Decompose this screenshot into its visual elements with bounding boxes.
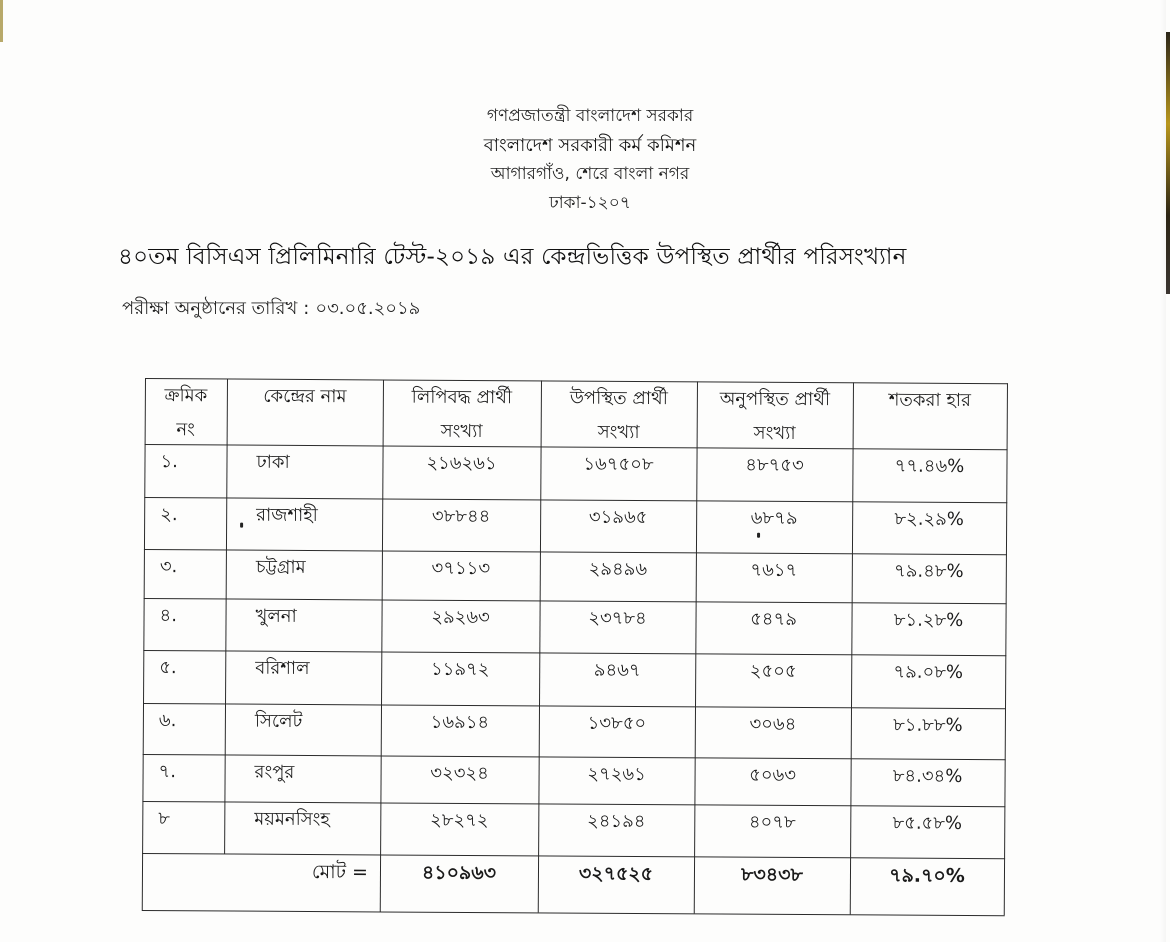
- center-name-cell: রাজশাহী: [256, 504, 318, 527]
- column-header: [541, 380, 697, 447]
- column-header: [383, 379, 541, 446]
- registered-count-cell: ১১৯৭২: [430, 658, 490, 681]
- table-header-row: [145, 378, 1015, 444]
- column-header: [145, 378, 227, 444]
- stray-ink-mark: [240, 523, 243, 528]
- serial-cell: ৮: [158, 808, 171, 830]
- column-header-line2: সংখ্যা: [597, 421, 640, 444]
- center-name-cell: খুলনা: [255, 605, 297, 627]
- column-header-line1: কেন্দ্রের নাম: [263, 385, 347, 408]
- serial-cell: ৫.: [159, 657, 177, 679]
- total-percentage-cell: ৭৯.৭০%: [889, 864, 965, 888]
- percentage-cell: ৮৫.৫৮%: [892, 812, 963, 834]
- serial-cell: ৪.: [159, 605, 178, 627]
- total-present-cell: ৩২৭৫২৫: [578, 862, 654, 886]
- absent-count-cell: ২৫০৫: [749, 660, 797, 682]
- serial-cell: ৬.: [158, 710, 177, 732]
- column-header-line1: লিপিবদ্ধ প্রার্থী: [411, 386, 513, 409]
- registered-count-cell: ৩৭১১৩: [431, 557, 491, 580]
- center-name-cell: ঢাকা: [256, 451, 290, 473]
- serial-cell: ১.: [160, 451, 178, 473]
- present-count-cell: ২৪১৯৪: [587, 810, 646, 833]
- present-count-cell: ২৩৭৮৪: [588, 607, 647, 630]
- present-count-cell: ৩১৯৬৫: [588, 506, 648, 529]
- present-count-cell: ১৬৭৫০৮: [583, 453, 654, 476]
- total-registered-cell: ৪১০৯৬৩: [421, 861, 497, 885]
- letterhead-address: আগারগাঁও, শেরে বাংলা নগর: [490, 164, 690, 184]
- column-header: [697, 381, 853, 448]
- exam-date-separator: :: [303, 298, 310, 319]
- percentage-cell: ৭৯.০৮%: [893, 661, 964, 684]
- center-name-cell: ময়মনসিংহ: [254, 808, 330, 831]
- column-header-line1: শতকরা হার: [888, 389, 972, 412]
- registered-count-cell: ২১৬২৬১: [426, 452, 497, 475]
- exam-date: [122, 294, 420, 325]
- registered-count-cell: ৩৮৮৪৪: [431, 505, 491, 528]
- column-header-text: [411, 381, 512, 450]
- percentage-cell: ৮১.৮৮%: [893, 714, 963, 737]
- absent-count-cell: ৪৮৭৫৩: [745, 454, 804, 477]
- serial-cell: ২.: [160, 504, 178, 526]
- letterhead-government: গণপ্রজাতন্ত্রী বাংলাদেশ সরকার: [486, 106, 694, 126]
- absent-count-cell: ৫০৬৩: [749, 764, 797, 786]
- paper-edge-right: [1166, 32, 1170, 294]
- absent-count-cell: ৪০৭৮: [748, 811, 796, 833]
- total-label: মোট =: [311, 861, 369, 884]
- present-count-cell: ২৭২৬১: [587, 763, 646, 786]
- center-name-cell: চট্টগ্রাম: [255, 556, 306, 578]
- column-header-line2: সংখ্যা: [440, 420, 483, 443]
- center-name-cell: রংপুর: [254, 761, 295, 783]
- column-header-line1: অনুপস্থিত প্রার্থী: [719, 388, 831, 411]
- registered-count-cell: ৩২৩২৪: [430, 762, 489, 785]
- percentage-cell: ৮৪.৩৪%: [892, 765, 963, 788]
- serial-cell: ৩.: [159, 556, 178, 578]
- registered-count-cell: ২৯২৬৩: [431, 606, 490, 629]
- total-absent-cell: ৮৩৪৩৮: [741, 863, 803, 887]
- absent-count-cell: ৩০৬৪: [749, 713, 797, 735]
- column-header: [853, 382, 1007, 449]
- column-header-line2: সংখ্যা: [753, 422, 796, 444]
- percentage-cell: ৮১.২৮%: [893, 609, 964, 632]
- serial-cell: ৭.: [158, 761, 177, 783]
- percentage-cell: ৭৯.৪৮%: [893, 560, 964, 583]
- document-title: ৪০তম বিসিএস প্রিলিমিনারি টেস্ট-২০১৯ এর কেন্দ্রভিত্তিক উপস্থিত প্রার্থীর পরিসংখ্যান: [118, 244, 907, 270]
- exam-date-label: পরীক্ষা অনুষ্ঠানের তারিখ: [122, 298, 298, 319]
- column-header-text: [889, 384, 971, 419]
- column-header-text: [570, 382, 668, 451]
- center-name-cell: সিলেট: [254, 710, 303, 732]
- registered-count-cell: ১৬৯১৪: [430, 711, 490, 734]
- present-count-cell: ২৯৪৯৬: [588, 558, 648, 581]
- column-header-text: [164, 379, 207, 447]
- exam-date-value: ০৩.০৫.২০১৯: [315, 298, 421, 319]
- column-header-line1: ক্রমিক: [164, 385, 208, 407]
- registered-count-cell: ২৮২৭২: [429, 809, 489, 832]
- column-header-line1: উপস্থিত প্রার্থী: [569, 387, 668, 410]
- column-header-line2: নং: [176, 419, 195, 441]
- absent-count-cell: ৫৪৭৯: [750, 608, 797, 630]
- present-count-cell: ৯৪৬৭: [593, 659, 641, 682]
- center-name-cell: বরিশাল: [255, 657, 310, 680]
- stray-ink-mark: [757, 533, 760, 538]
- percentage-cell: ৭৭.৪৬%: [894, 455, 965, 478]
- statistics-table: [142, 378, 1015, 916]
- present-count-cell: ১৩৮৫০: [587, 712, 647, 735]
- column-header-text: [719, 383, 830, 452]
- letterhead: [390, 102, 790, 218]
- column-header-text: [263, 380, 346, 415]
- paper-edge-left: [0, 0, 3, 42]
- column-header: [227, 379, 383, 446]
- absent-count-cell: ৬৮৭৯: [750, 507, 798, 529]
- letterhead-commission: বাংলাদেশ সরকারী কর্ম কমিশন: [483, 135, 697, 156]
- percentage-cell: ৮২.২৯%: [894, 508, 965, 531]
- absent-count-cell: ৭৬১৭: [750, 559, 798, 581]
- letterhead-city: ঢাকা-১২০৭: [549, 193, 631, 213]
